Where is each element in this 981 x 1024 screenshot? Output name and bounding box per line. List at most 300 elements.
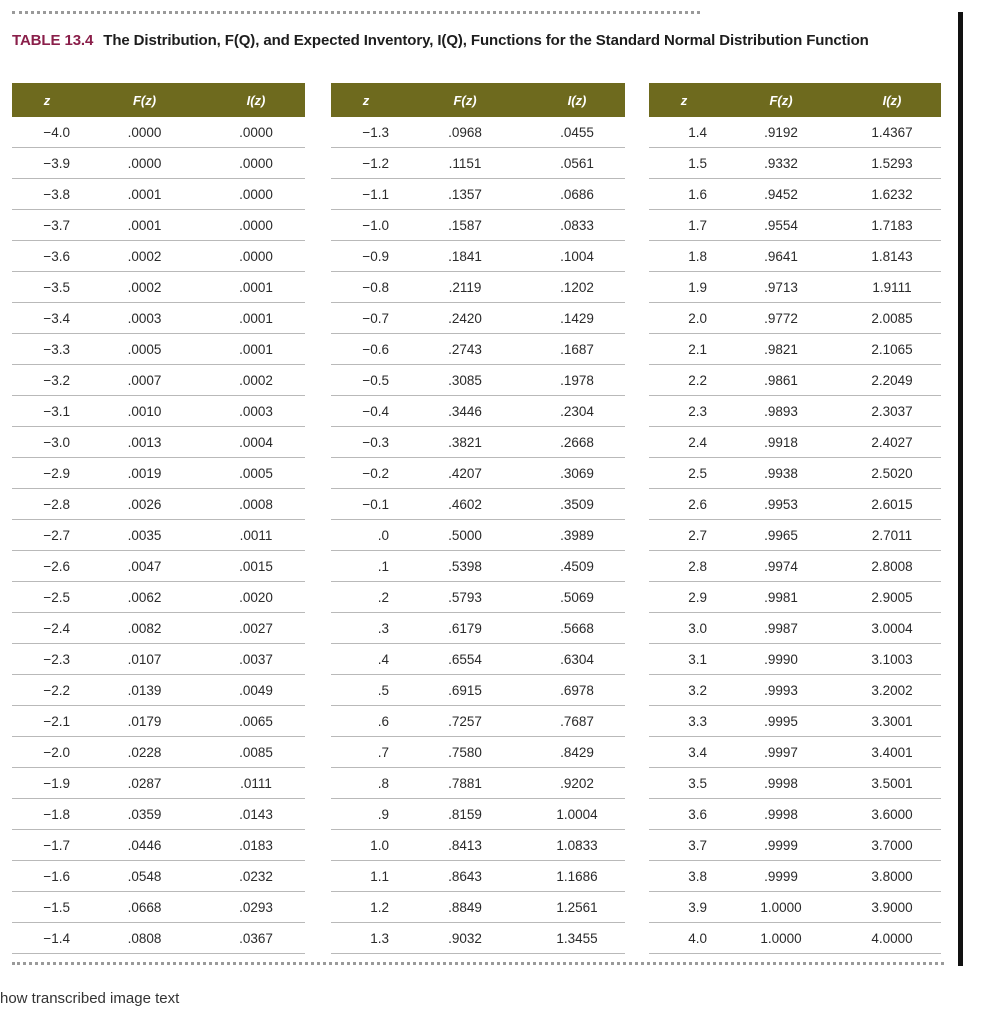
cell-i-of-z: .0003	[207, 396, 305, 427]
cell-z: −2.3	[12, 644, 82, 675]
cell-i-of-z: 1.6232	[843, 179, 941, 210]
header-z: z	[12, 83, 82, 117]
cell-f-of-z: .0010	[82, 396, 207, 427]
cell-f-of-z: .7881	[401, 768, 529, 799]
table-row	[331, 520, 625, 551]
cell-f-of-z: .0019	[82, 458, 207, 489]
table-row	[331, 365, 625, 396]
cell-z: 3.7	[649, 830, 719, 861]
cell-i-of-z: .0143	[207, 799, 305, 830]
cell-f-of-z: .0002	[82, 272, 207, 303]
cell-f-of-z: .8849	[401, 892, 529, 923]
cell-i-of-z: .1004	[529, 241, 625, 272]
cell-i-of-z: 3.5001	[843, 768, 941, 799]
cell-z: −3.8	[12, 179, 82, 210]
table-row	[331, 830, 625, 861]
cell-z: .4	[331, 644, 401, 675]
cell-f-of-z: .9032	[401, 923, 529, 954]
table-row	[331, 148, 625, 179]
cell-i-of-z: .0027	[207, 613, 305, 644]
cell-i-of-z: 3.3001	[843, 706, 941, 737]
cell-i-of-z: .0011	[207, 520, 305, 551]
table-row	[649, 303, 941, 334]
table-row	[649, 334, 941, 365]
cell-i-of-z: 3.4001	[843, 737, 941, 768]
cell-i-of-z: .3989	[529, 520, 625, 551]
table-row	[12, 706, 305, 737]
cell-z: −1.9	[12, 768, 82, 799]
cell-f-of-z: .0000	[82, 148, 207, 179]
cell-i-of-z: .0001	[207, 303, 305, 334]
cell-f-of-z: .9998	[719, 768, 843, 799]
cell-i-of-z: .0085	[207, 737, 305, 768]
table-title: The Distribution, F(Q), and Expected Inventory, I(Q), Functions for the Standard Normal Distribution Function	[103, 32, 869, 49]
cell-z: −1.5	[12, 892, 82, 923]
cell-z: −2.9	[12, 458, 82, 489]
cell-i-of-z: .0001	[207, 272, 305, 303]
cell-i-of-z: 1.3455	[529, 923, 625, 954]
header-f-of-z: F(z)	[401, 83, 529, 117]
cell-i-of-z: .0000	[207, 148, 305, 179]
cell-f-of-z: .0062	[82, 582, 207, 613]
cell-i-of-z: 1.5293	[843, 148, 941, 179]
cell-z: −2.0	[12, 737, 82, 768]
cell-f-of-z: .0179	[82, 706, 207, 737]
cell-z: 3.8	[649, 861, 719, 892]
cell-z: −2.5	[12, 582, 82, 613]
cell-i-of-z: .0561	[529, 148, 625, 179]
table-row	[331, 117, 625, 148]
cell-z: 2.8	[649, 551, 719, 582]
cell-f-of-z: .3085	[401, 365, 529, 396]
table-row	[12, 644, 305, 675]
cell-i-of-z: .0002	[207, 365, 305, 396]
cell-f-of-z: .2119	[401, 272, 529, 303]
cell-f-of-z: .0228	[82, 737, 207, 768]
cell-f-of-z: 1.0000	[719, 892, 843, 923]
cell-f-of-z: .9641	[719, 241, 843, 272]
cell-i-of-z: 2.0085	[843, 303, 941, 334]
cell-i-of-z: .0000	[207, 117, 305, 148]
cell-f-of-z: .0287	[82, 768, 207, 799]
cell-f-of-z: .9993	[719, 675, 843, 706]
table-row	[649, 365, 941, 396]
cell-i-of-z: 2.5020	[843, 458, 941, 489]
table-row	[12, 272, 305, 303]
table-row	[331, 334, 625, 365]
table-caption	[12, 32, 942, 49]
cell-i-of-z: .1429	[529, 303, 625, 334]
cell-i-of-z: 3.7000	[843, 830, 941, 861]
table-row	[12, 148, 305, 179]
cell-z: −3.2	[12, 365, 82, 396]
cell-f-of-z: .0003	[82, 303, 207, 334]
cell-i-of-z: 3.2002	[843, 675, 941, 706]
cell-z: 1.0	[331, 830, 401, 861]
cell-i-of-z: .0232	[207, 861, 305, 892]
cell-i-of-z: .8429	[529, 737, 625, 768]
cell-f-of-z: .0139	[82, 675, 207, 706]
header-z: z	[331, 83, 401, 117]
cell-f-of-z: .0035	[82, 520, 207, 551]
table-row	[331, 768, 625, 799]
cell-z: 3.0	[649, 613, 719, 644]
cell-i-of-z: .0183	[207, 830, 305, 861]
cell-z: 1.3	[331, 923, 401, 954]
table-row	[12, 892, 305, 923]
cell-z: −3.9	[12, 148, 82, 179]
cell-z: .9	[331, 799, 401, 830]
table-row	[12, 613, 305, 644]
cell-i-of-z: .1978	[529, 365, 625, 396]
cell-f-of-z: .9713	[719, 272, 843, 303]
table-row	[331, 427, 625, 458]
cell-f-of-z: .9554	[719, 210, 843, 241]
table-row	[12, 241, 305, 272]
cell-z: −0.6	[331, 334, 401, 365]
cell-z: 1.9	[649, 272, 719, 303]
cell-f-of-z: .9965	[719, 520, 843, 551]
cell-z: .7	[331, 737, 401, 768]
cell-i-of-z: .6304	[529, 644, 625, 675]
table-row	[12, 117, 305, 148]
cell-z: −0.3	[331, 427, 401, 458]
cell-f-of-z: .2420	[401, 303, 529, 334]
cell-z: −1.1	[331, 179, 401, 210]
cell-f-of-z: .0808	[82, 923, 207, 954]
header-z: z	[649, 83, 719, 117]
cell-f-of-z: .1587	[401, 210, 529, 241]
table-row	[12, 365, 305, 396]
table-row	[12, 675, 305, 706]
table-row	[649, 148, 941, 179]
table-row	[12, 799, 305, 830]
cell-i-of-z: .7687	[529, 706, 625, 737]
cell-f-of-z: .0668	[82, 892, 207, 923]
cell-z: −3.4	[12, 303, 82, 334]
cell-f-of-z: .0026	[82, 489, 207, 520]
table-row	[331, 892, 625, 923]
cell-i-of-z: 2.8008	[843, 551, 941, 582]
cell-z: −0.5	[331, 365, 401, 396]
cell-f-of-z: .1357	[401, 179, 529, 210]
cell-f-of-z: .3446	[401, 396, 529, 427]
cell-i-of-z: 3.9000	[843, 892, 941, 923]
cell-i-of-z: .0008	[207, 489, 305, 520]
cell-i-of-z: .0111	[207, 768, 305, 799]
header-i-of-z: I(z)	[843, 83, 941, 117]
table-row	[649, 799, 941, 830]
cell-z: .3	[331, 613, 401, 644]
table-row	[331, 458, 625, 489]
cell-f-of-z: .5398	[401, 551, 529, 582]
cell-i-of-z: .0015	[207, 551, 305, 582]
cell-f-of-z: .0001	[82, 179, 207, 210]
table-row	[12, 303, 305, 334]
table-row	[331, 241, 625, 272]
cell-z: 1.2	[331, 892, 401, 923]
table-row	[649, 427, 941, 458]
cell-z: .6	[331, 706, 401, 737]
cell-i-of-z: 1.7183	[843, 210, 941, 241]
cell-f-of-z: .9998	[719, 799, 843, 830]
cell-i-of-z: .0065	[207, 706, 305, 737]
cell-f-of-z: .5793	[401, 582, 529, 613]
cell-z: −2.1	[12, 706, 82, 737]
table-row	[331, 675, 625, 706]
table-row	[649, 179, 941, 210]
cell-i-of-z: .0000	[207, 210, 305, 241]
header-row	[12, 83, 305, 117]
table-row	[12, 582, 305, 613]
table-row	[331, 613, 625, 644]
table-row	[12, 768, 305, 799]
cell-i-of-z: 1.8143	[843, 241, 941, 272]
cell-z: −0.1	[331, 489, 401, 520]
cell-f-of-z: .9999	[719, 830, 843, 861]
cell-z: −3.7	[12, 210, 82, 241]
table-row	[12, 737, 305, 768]
cell-z: −2.8	[12, 489, 82, 520]
cell-z: −4.0	[12, 117, 82, 148]
cell-z: 1.5	[649, 148, 719, 179]
cell-z: −1.0	[331, 210, 401, 241]
cell-f-of-z: .0968	[401, 117, 529, 148]
cell-i-of-z: .1202	[529, 272, 625, 303]
table-row	[649, 830, 941, 861]
cell-f-of-z: .8643	[401, 861, 529, 892]
table-row	[649, 117, 941, 148]
table-row	[12, 520, 305, 551]
cell-i-of-z: 1.2561	[529, 892, 625, 923]
table-row	[12, 396, 305, 427]
cell-z: −3.3	[12, 334, 82, 365]
table-row	[331, 799, 625, 830]
cell-z: 1.1	[331, 861, 401, 892]
table-row	[331, 706, 625, 737]
cell-z: 2.7	[649, 520, 719, 551]
cell-i-of-z: .4509	[529, 551, 625, 582]
cell-z: 3.2	[649, 675, 719, 706]
cell-f-of-z: .9999	[719, 861, 843, 892]
cell-f-of-z: .0005	[82, 334, 207, 365]
table-row	[649, 737, 941, 768]
cell-i-of-z: .0001	[207, 334, 305, 365]
cell-i-of-z: 3.8000	[843, 861, 941, 892]
table-row	[331, 861, 625, 892]
table-row	[649, 458, 941, 489]
table-row	[12, 489, 305, 520]
table-row	[649, 396, 941, 427]
top-dotted-rule	[12, 11, 700, 14]
cell-f-of-z: .0446	[82, 830, 207, 861]
cell-z: 3.5	[649, 768, 719, 799]
cell-z: −1.4	[12, 923, 82, 954]
cell-i-of-z: .3069	[529, 458, 625, 489]
cell-f-of-z: .8413	[401, 830, 529, 861]
header-f-of-z: F(z)	[82, 83, 207, 117]
cell-f-of-z: .9772	[719, 303, 843, 334]
table-row	[649, 613, 941, 644]
cell-z: 3.1	[649, 644, 719, 675]
cell-f-of-z: .0047	[82, 551, 207, 582]
cell-f-of-z: .9918	[719, 427, 843, 458]
cell-z: 1.7	[649, 210, 719, 241]
cell-f-of-z: .0013	[82, 427, 207, 458]
table-row	[649, 489, 941, 520]
page-edge-bar	[958, 12, 963, 966]
cell-z: −2.2	[12, 675, 82, 706]
cell-z: −2.7	[12, 520, 82, 551]
cell-i-of-z: .0005	[207, 458, 305, 489]
cell-f-of-z: .9192	[719, 117, 843, 148]
cell-i-of-z: .1687	[529, 334, 625, 365]
cell-f-of-z: .9974	[719, 551, 843, 582]
table-row	[331, 179, 625, 210]
cell-i-of-z: .2304	[529, 396, 625, 427]
table-row	[331, 396, 625, 427]
cell-z: −1.6	[12, 861, 82, 892]
cell-z: 2.6	[649, 489, 719, 520]
cell-z: 3.3	[649, 706, 719, 737]
cell-i-of-z: .3509	[529, 489, 625, 520]
cell-f-of-z: .2743	[401, 334, 529, 365]
cell-z: 2.0	[649, 303, 719, 334]
cell-f-of-z: .6915	[401, 675, 529, 706]
table-row	[12, 179, 305, 210]
cell-f-of-z: .9938	[719, 458, 843, 489]
cell-z: −2.4	[12, 613, 82, 644]
table-row	[649, 551, 941, 582]
table-row	[12, 830, 305, 861]
bottom-dotted-rule	[12, 962, 944, 965]
cell-z: .8	[331, 768, 401, 799]
cell-f-of-z: .7257	[401, 706, 529, 737]
cell-i-of-z: .5668	[529, 613, 625, 644]
cell-z: 2.3	[649, 396, 719, 427]
cell-f-of-z: .1841	[401, 241, 529, 272]
table-row	[649, 675, 941, 706]
cell-f-of-z: .4207	[401, 458, 529, 489]
cell-i-of-z: 2.1065	[843, 334, 941, 365]
cell-i-of-z: .0293	[207, 892, 305, 923]
cell-f-of-z: .0002	[82, 241, 207, 272]
show-transcribed-text-link[interactable]: how transcribed image text	[0, 990, 180, 1007]
cell-i-of-z: .0020	[207, 582, 305, 613]
cell-z: −0.7	[331, 303, 401, 334]
cell-i-of-z: 1.1686	[529, 861, 625, 892]
cell-i-of-z: 3.0004	[843, 613, 941, 644]
cell-z: 2.9	[649, 582, 719, 613]
cell-f-of-z: .9981	[719, 582, 843, 613]
table-row	[649, 768, 941, 799]
distribution-table-block-2	[331, 83, 625, 954]
cell-z: 3.9	[649, 892, 719, 923]
cell-f-of-z: .0107	[82, 644, 207, 675]
cell-f-of-z: .4602	[401, 489, 529, 520]
cell-z: .0	[331, 520, 401, 551]
distribution-table-block-1	[12, 83, 305, 954]
cell-f-of-z: .0548	[82, 861, 207, 892]
cell-z: 1.4	[649, 117, 719, 148]
table-row	[649, 241, 941, 272]
header-i-of-z: I(z)	[207, 83, 305, 117]
cell-z: 4.0	[649, 923, 719, 954]
cell-z: −3.6	[12, 241, 82, 272]
cell-f-of-z: .6179	[401, 613, 529, 644]
cell-z: −3.0	[12, 427, 82, 458]
header-row	[649, 83, 941, 117]
cell-f-of-z: .6554	[401, 644, 529, 675]
table-number: TABLE 13.4	[12, 32, 94, 49]
cell-i-of-z: 2.3037	[843, 396, 941, 427]
table-row	[331, 923, 625, 954]
table-row	[331, 210, 625, 241]
cell-f-of-z: .7580	[401, 737, 529, 768]
table-row	[12, 334, 305, 365]
cell-z: −3.5	[12, 272, 82, 303]
table-row	[12, 861, 305, 892]
table-row	[649, 520, 941, 551]
cell-f-of-z: .9332	[719, 148, 843, 179]
cell-i-of-z: 2.7011	[843, 520, 941, 551]
table-row	[649, 210, 941, 241]
cell-i-of-z: 2.4027	[843, 427, 941, 458]
cell-i-of-z: .6978	[529, 675, 625, 706]
cell-i-of-z: 2.6015	[843, 489, 941, 520]
table-row	[331, 582, 625, 613]
cell-z: 1.8	[649, 241, 719, 272]
cell-z: 3.6	[649, 799, 719, 830]
header-f-of-z: F(z)	[719, 83, 843, 117]
table-row	[649, 892, 941, 923]
cell-i-of-z: 1.9111	[843, 272, 941, 303]
cell-f-of-z: .0007	[82, 365, 207, 396]
cell-z: −0.8	[331, 272, 401, 303]
cell-i-of-z: .0000	[207, 241, 305, 272]
cell-i-of-z: .0037	[207, 644, 305, 675]
cell-z: −1.2	[331, 148, 401, 179]
cell-i-of-z: .9202	[529, 768, 625, 799]
cell-z: −2.6	[12, 551, 82, 582]
cell-i-of-z: .0004	[207, 427, 305, 458]
header-row	[331, 83, 625, 117]
cell-z: −1.3	[331, 117, 401, 148]
table-row	[331, 489, 625, 520]
cell-i-of-z: 2.2049	[843, 365, 941, 396]
cell-f-of-z: .9452	[719, 179, 843, 210]
table-row	[12, 427, 305, 458]
header-i-of-z: I(z)	[529, 83, 625, 117]
cell-z: −3.1	[12, 396, 82, 427]
cell-i-of-z: 3.6000	[843, 799, 941, 830]
cell-z: −1.7	[12, 830, 82, 861]
cell-f-of-z: .9821	[719, 334, 843, 365]
cell-i-of-z: 1.4367	[843, 117, 941, 148]
cell-f-of-z: .1151	[401, 148, 529, 179]
cell-z: −0.9	[331, 241, 401, 272]
table-row	[649, 923, 941, 954]
cell-i-of-z: .2668	[529, 427, 625, 458]
table-row	[331, 272, 625, 303]
cell-z: −0.2	[331, 458, 401, 489]
cell-f-of-z: .0082	[82, 613, 207, 644]
cell-i-of-z: 4.0000	[843, 923, 941, 954]
cell-z: .1	[331, 551, 401, 582]
cell-i-of-z: 2.9005	[843, 582, 941, 613]
cell-f-of-z: .9987	[719, 613, 843, 644]
cell-f-of-z: .0001	[82, 210, 207, 241]
